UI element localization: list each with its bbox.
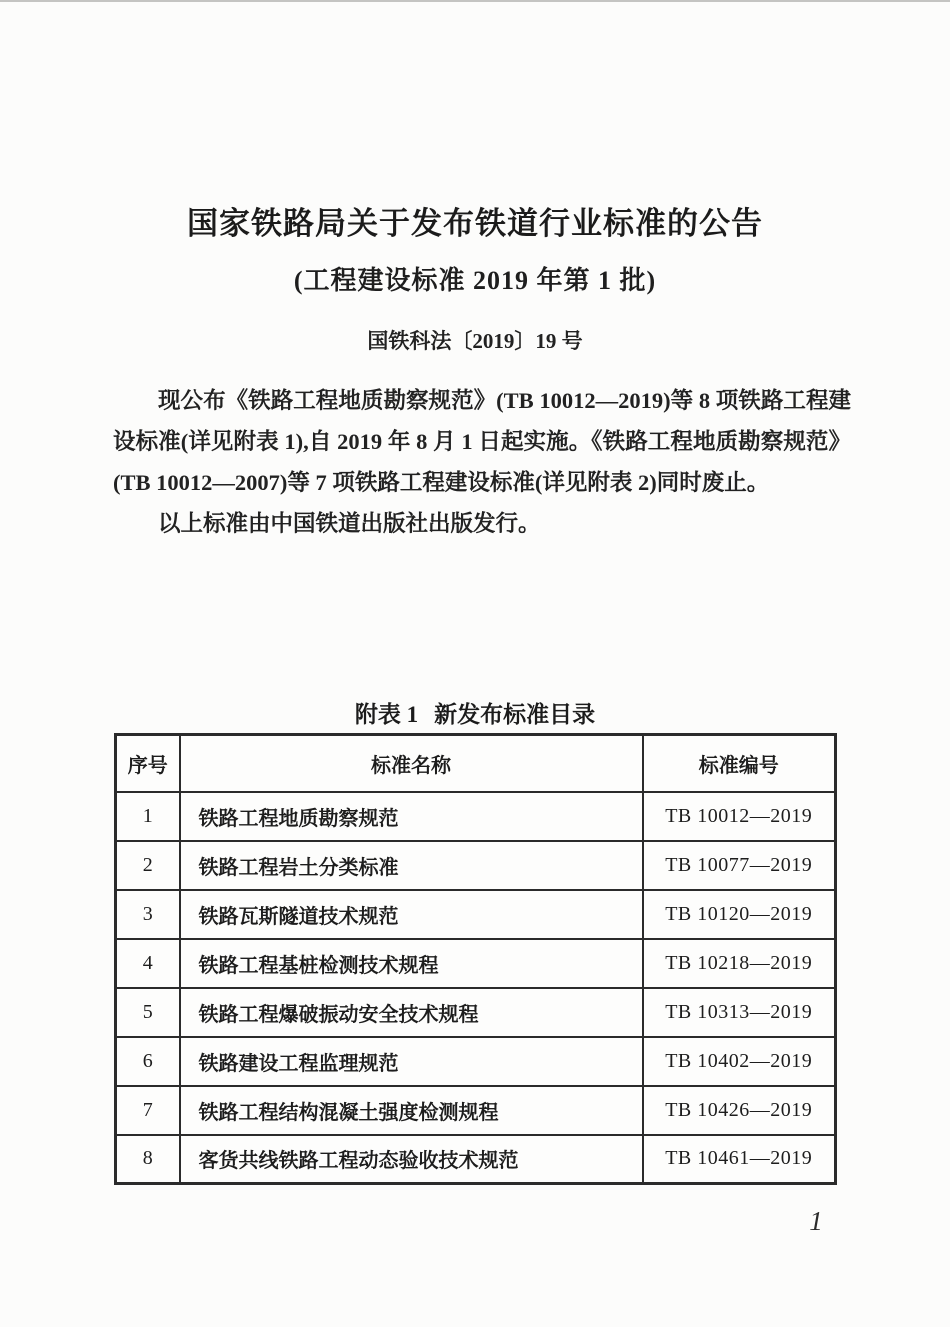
standard-code: TB 10218—2019: [643, 939, 836, 988]
table-row: [116, 939, 836, 988]
row-no: 6: [116, 1037, 180, 1086]
row-no: 3: [116, 890, 180, 939]
document-body: [113, 380, 851, 544]
row-no: 8: [116, 1135, 180, 1184]
standard-name: 铁路工程地质勘察规范: [180, 792, 643, 841]
row-no: 4: [116, 939, 180, 988]
body-paragraph-1: 现公布《铁路工程地质勘察规范》(TB 10012—2019)等 8 项铁路工程建设标准(详见附表 1),自 2019 年 8 月 1 日起实施。《铁路工程地质勘察规范》(TB 10012—2007)等 7 项铁路工程建设标准(详见附表 2)同时废止。: [113, 388, 851, 495]
table-row: [116, 1086, 836, 1135]
standard-name: 铁路瓦斯隧道技术规范: [180, 890, 643, 939]
standard-code: TB 10077—2019: [643, 841, 836, 890]
standard-name: 客货共线铁路工程动态验收技术规范: [180, 1135, 643, 1184]
standard-name: 铁路工程爆破振动安全技术规程: [180, 988, 643, 1037]
row-no: 1: [116, 792, 180, 841]
standard-code: TB 10426—2019: [643, 1086, 836, 1135]
table-row: [116, 890, 836, 939]
row-no: 7: [116, 1086, 180, 1135]
standard-name: 铁路工程结构混凝土强度检测规程: [180, 1086, 643, 1135]
row-no: 5: [116, 988, 180, 1037]
row-no: 2: [116, 841, 180, 890]
document-title: 国家铁路局关于发布铁道行业标准的公告: [187, 206, 763, 241]
standard-code: TB 10012—2019: [643, 792, 836, 841]
table-caption: [0, 696, 950, 729]
col-header-name: 标准名称: [180, 735, 643, 792]
table-row: [116, 1135, 836, 1184]
page-number: 1: [809, 1206, 823, 1236]
table-row: [116, 1037, 836, 1086]
table-caption-label: 附表 1: [354, 702, 419, 727]
table-caption-title: 新发布标准目录: [434, 702, 596, 727]
standard-code: TB 10402—2019: [643, 1037, 836, 1086]
col-header-code: 标准编号: [643, 735, 836, 792]
document-number: 国铁科法〔2019〕19 号: [367, 329, 583, 353]
table-row: [116, 841, 836, 890]
body-paragraph-2: 以上标准由中国铁道出版社出版发行。: [158, 511, 541, 536]
table-row: [116, 988, 836, 1037]
table-header-row: [116, 735, 836, 792]
standard-code: TB 10461—2019: [643, 1135, 836, 1184]
standard-code: TB 10120—2019: [643, 890, 836, 939]
scan-edge-line: [0, 0, 950, 2]
col-header-no: 序号: [116, 735, 180, 792]
standard-name: 铁路工程基桩检测技术规程: [180, 939, 643, 988]
standard-name: 铁路建设工程监理规范: [180, 1037, 643, 1086]
standard-name: 铁路工程岩土分类标准: [180, 841, 643, 890]
document-subtitle: (工程建设标准 2019 年第 1 批): [293, 266, 657, 295]
table-row: [116, 792, 836, 841]
standard-code: TB 10313—2019: [643, 988, 836, 1037]
standards-table: [114, 733, 837, 1185]
